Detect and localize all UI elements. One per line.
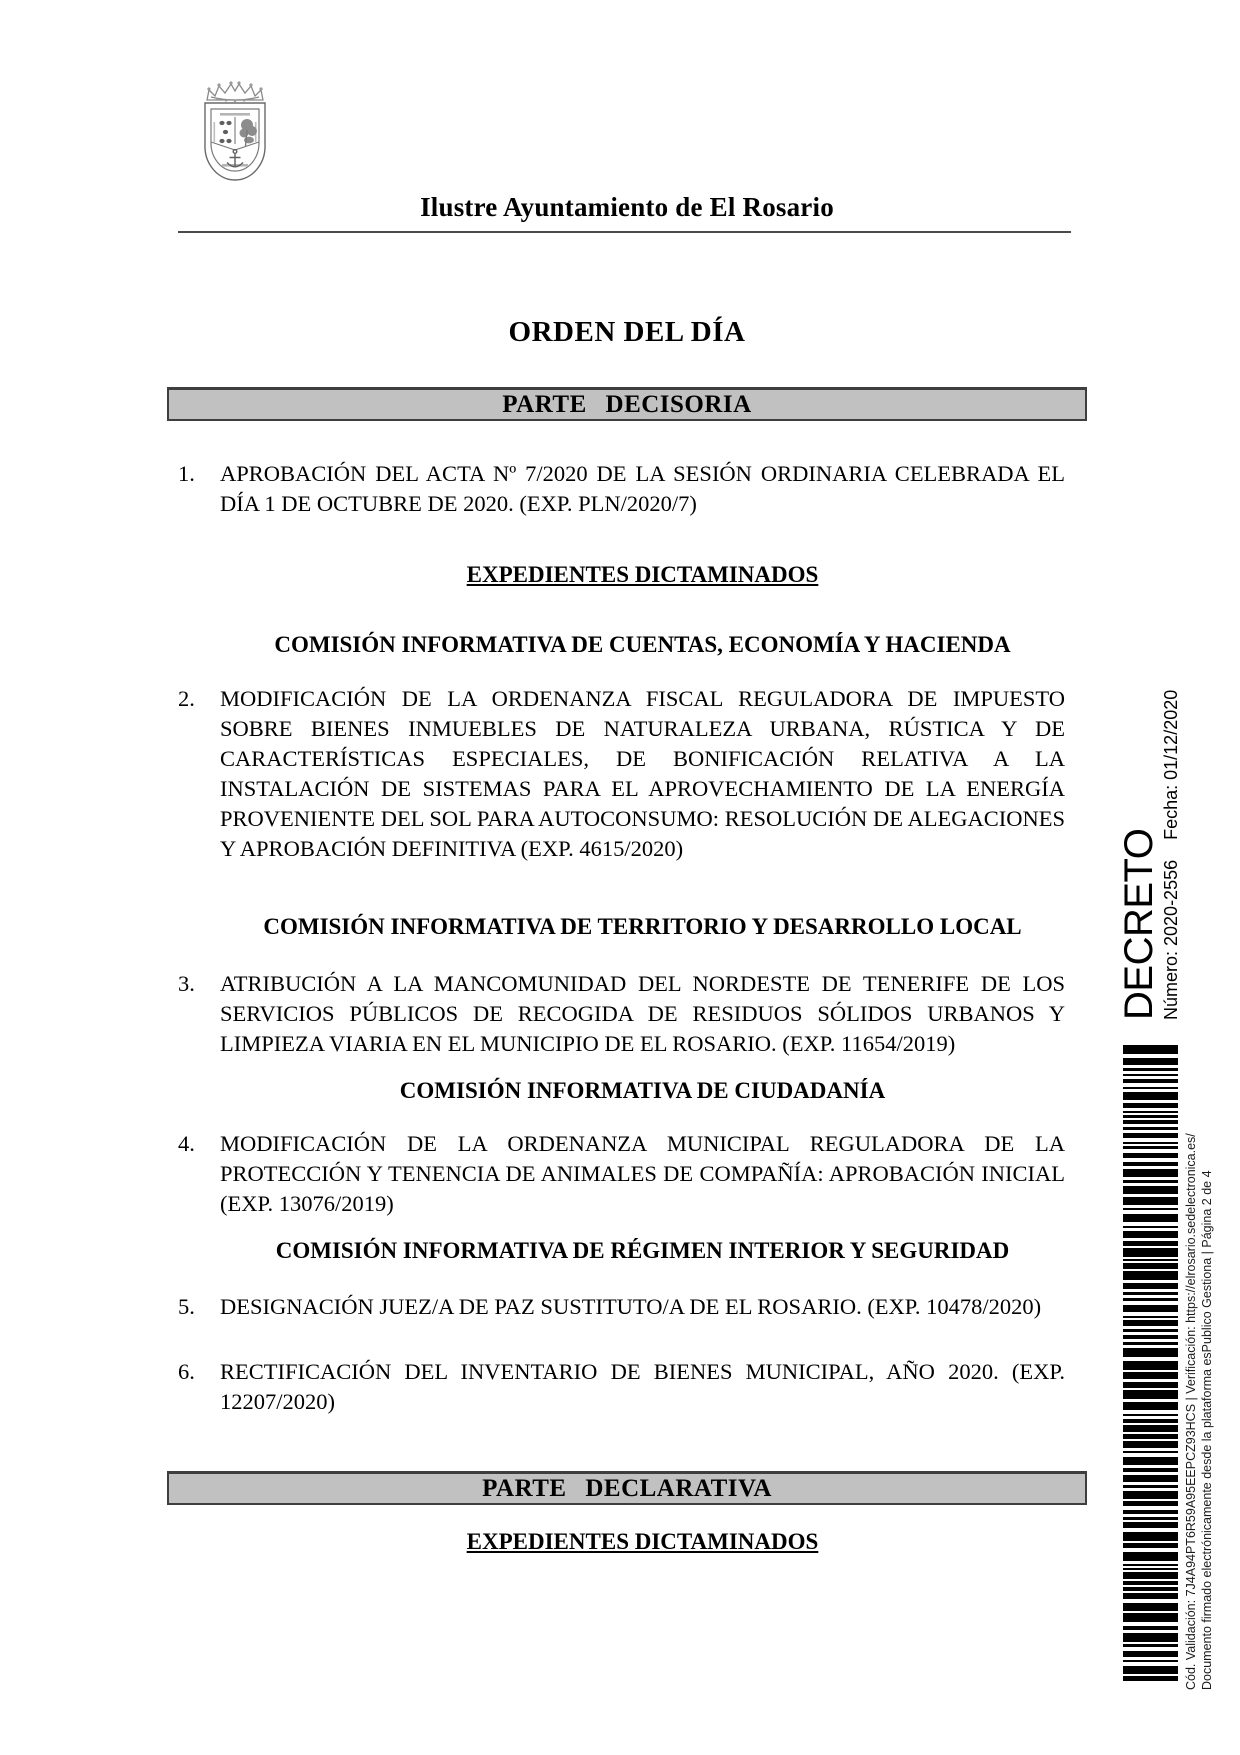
item-text: DESIGNACIÓN JUEZ/A DE PAZ SUSTITUTO/A DE EL ROSARIO. (EXP. 10478/2020) <box>220 1294 1042 1319</box>
item-number: 6. <box>178 1359 195 1384</box>
item-text: MODIFICACIÓN DE LA ORDENANZA MUNICIPAL REGULADORA DE LA PROTECCIÓN Y TENENCIA DE ANIMALES DE COMPAÑÍA: APROBACIÓN INICIAL (EXP. 13076/2019) <box>220 1131 1065 1216</box>
barcode <box>1123 1045 1178 1685</box>
agenda-item-4 <box>178 1129 1065 1219</box>
document-body <box>167 0 1087 1755</box>
agenda-item-3 <box>178 969 1065 1059</box>
committee-heading-ciudadania: COMISIÓN INFORMATIVA DE CIUDADANÍA <box>399 1078 886 1103</box>
item-text: MODIFICACIÓN DE LA ORDENANZA FISCAL REGULADORA DE IMPUESTO SOBRE BIENES INMUEBLES DE NATURALEZA URBANA, RÚSTICA Y DE CARACTERÍSTICAS ESPECIALES, DE BONIFICACIÓN RELATIVA A LA INSTALACIÓN DE SISTEMAS PARA EL APROVECHAMIENTO DE LA ENERGÍA PROVENIENTE DEL SOL PARA AUTOCONSUMO: RESOLUCIÓN DE ALEGACIONES Y APROBACIÓN DEFINITIVA (EXP. 4615/2020) <box>220 686 1065 861</box>
item-text: APROBACIÓN DEL ACTA Nº 7/2020 DE LA SESIÓN ORDINARIA CELEBRADA EL DÍA 1 DE OCTUBRE DE 2020. (EXP. PLN/2020/7) <box>220 461 1065 516</box>
heading-label: EXPEDIENTES DICTAMINADOS <box>466 1529 819 1554</box>
committee-heading-regimen-interior: COMISIÓN INFORMATIVA DE RÉGIMEN INTERIOR Y SEGURIDAD <box>275 1238 1010 1263</box>
item-number: 5. <box>178 1294 195 1319</box>
validation-text-line-2: Documento firmado electrónicamente desde la plataforma esPublico Gestiona | Página 2 de 4 <box>1199 1170 1214 1690</box>
page-title: ORDEN DEL DÍA <box>508 316 746 348</box>
agenda-item-5 <box>178 1292 1065 1322</box>
item-text: RECTIFICACIÓN DEL INVENTARIO DE BIENES MUNICIPAL, AÑO 2020. (EXP. 12207/2020) <box>220 1359 1065 1414</box>
agenda-item-1 <box>178 459 1065 519</box>
section-bar-parte-decisoria <box>167 387 1087 421</box>
item-text: ATRIBUCIÓN A LA MANCOMUNIDAD DEL NORDESTE DE TENERIFE DE LOS SERVICIOS PÚBLICOS DE RECOGIDA DE RESIDUOS SÓLIDOS URBANOS Y LIMPIEZA VIARIA EN EL MUNICIPIO DE EL ROSARIO. (EXP. 11654/2019) <box>220 971 1065 1056</box>
committee-heading-cuentas: COMISIÓN INFORMATIVA DE CUENTAS, ECONOMÍA Y HACIENDA <box>274 632 1011 657</box>
committee-heading-territorio: COMISIÓN INFORMATIVA DE TERRITORIO Y DESARROLLO LOCAL <box>263 914 1022 939</box>
item-number: 4. <box>178 1131 195 1156</box>
section-bar-label: PARTE DECISORIA <box>502 391 752 418</box>
section-bar-label: PARTE DECLARATIVA <box>482 1475 772 1502</box>
decreto-stamp <box>1118 682 1186 1020</box>
decreto-date: Fecha: 01/12/2020 <box>1161 689 1181 840</box>
section-bar-parte-declarativa <box>167 1471 1087 1505</box>
decreto-number: Número: 2020-2556 <box>1161 859 1181 1020</box>
heading-label: EXPEDIENTES DICTAMINADOS <box>466 562 819 587</box>
item-number: 2. <box>178 686 195 711</box>
agenda-item-2 <box>178 684 1065 864</box>
heading-expedientes-dictaminados-2 <box>220 1527 1065 1557</box>
item-number: 3. <box>178 971 195 996</box>
item-number: 1. <box>178 461 195 486</box>
agenda-item-6 <box>178 1357 1065 1417</box>
decreto-label: DECRETO <box>1117 828 1161 1020</box>
heading-expedientes-dictaminados-1 <box>220 560 1065 590</box>
org-title: Ilustre Ayuntamiento de El Rosario <box>420 192 834 222</box>
validation-text-line-1: Cód. Validación: 7J4A94PT6R59A95EEPCZ93HCS | Verificación: https://elrosario.sedelectronica.es/ <box>1184 1133 1198 1690</box>
validation-footer <box>1184 1128 1216 1690</box>
decreto-meta <box>1160 682 1183 1020</box>
